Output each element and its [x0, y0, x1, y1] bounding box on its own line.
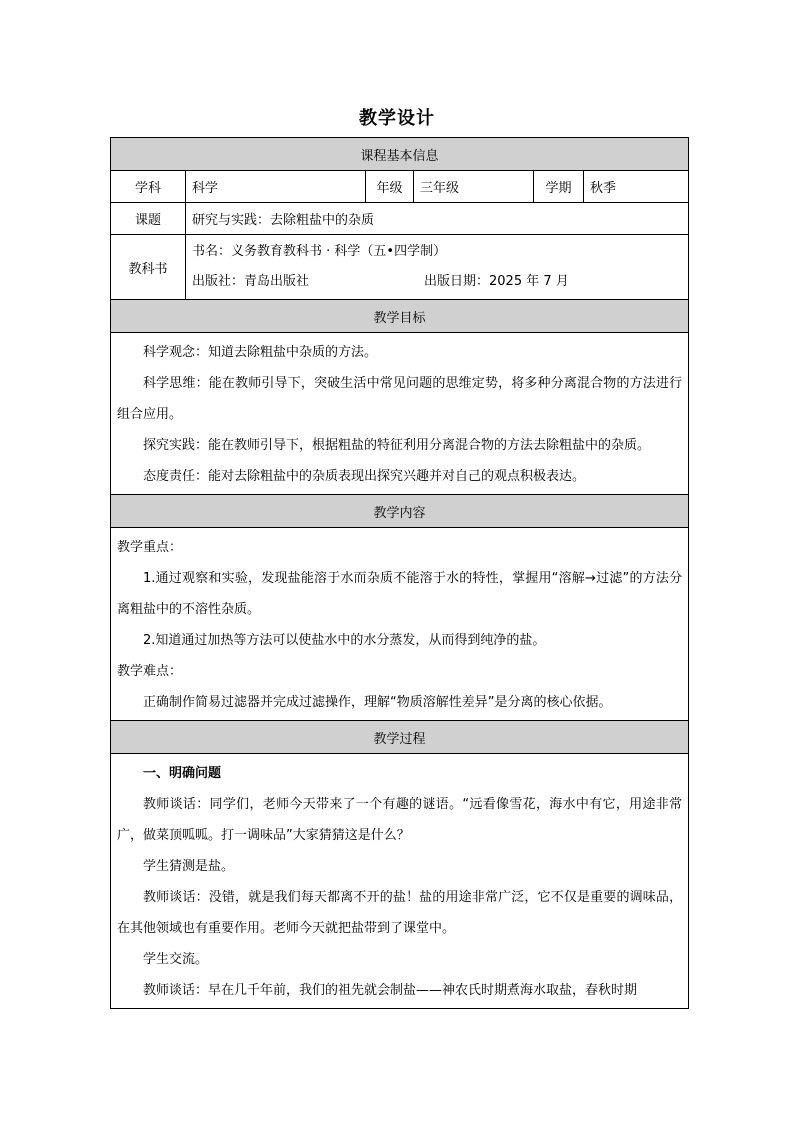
textbook-info	[186, 235, 689, 300]
objectives-body	[111, 333, 689, 495]
term-label: 学期	[534, 171, 584, 203]
publisher-line	[192, 267, 682, 297]
topic-label: 课题	[111, 203, 186, 235]
objective-item: 科学思维：能在教师引导下，突破生活中常见问题的思维定势，将多种分离混合物的方法进行组合应用。	[117, 376, 683, 422]
process-section-title: 一、明确问题	[143, 766, 222, 781]
key-point-item: 1.通过观察和实验，发现盐能溶于水而杂质不能溶于水的特性，掌握用“溶解→过滤”的方法分离粗盐中的不溶性杂质。	[117, 571, 683, 617]
difficulty-label: 教学难点：	[117, 664, 183, 679]
objectives-header: 教学目标	[111, 300, 689, 333]
process-paragraph: 教师谈话：同学们，老师今天带来了一个有趣的谜语。“远看像雪花，海水中有它，用途非常广，做菜顶呱呱。打一调味品”大家猜猜这是什么？	[117, 797, 683, 843]
publisher: 出版社：青岛出版社	[192, 274, 310, 289]
textbook-label: 教科书	[111, 235, 186, 300]
subject-label: 学科	[111, 171, 186, 203]
lesson-plan-table	[110, 137, 689, 1009]
book-name: 书名：义务教育教科书 · 科学（五•四学制）	[192, 244, 447, 259]
process-body	[111, 754, 689, 1009]
difficulty-item: 正确制作简易过滤器并完成过滤操作，理解“物质溶解性差异”是分离的核心依据。	[143, 695, 612, 710]
process-paragraph: 学生交流。	[143, 952, 209, 967]
key-point-item: 2.知道通过加热等方法可以使盐水中的水分蒸发，从而得到纯净的盐。	[143, 633, 546, 648]
page-title: 教学设计	[359, 108, 435, 129]
content-body	[111, 528, 689, 721]
process-paragraph: 教师谈话：早在几千年前，我们的祖先就会制盐——神农氏时期煮海水取盐，春秋时期	[143, 983, 638, 998]
key-points-label: 教学重点：	[117, 540, 183, 555]
objective-item: 态度责任：能对去除粗盐中的杂质表现出探究兴趣并对自己的观点积极表达。	[143, 469, 586, 484]
grade-label: 年级	[366, 171, 414, 203]
objective-item: 科学观念：知道去除粗盐中杂质的方法。	[143, 345, 378, 360]
basic-info-header: 课程基本信息	[111, 138, 689, 171]
publication-date: 出版日期：2025 年 7 月	[424, 274, 569, 289]
process-paragraph: 学生猜测是盐。	[143, 859, 235, 874]
subject-value: 科学	[186, 171, 366, 203]
process-header: 教学过程	[111, 721, 689, 754]
objective-item: 探究实践：能在教师引导下，根据粗盐的特征利用分离混合物的方法去除粗盐中的杂质。	[143, 438, 651, 453]
grade-value: 三年级	[414, 171, 534, 203]
term-value: 秋季	[584, 171, 689, 203]
content-header: 教学内容	[111, 495, 689, 528]
topic-value: 研究与实践：去除粗盐中的杂质	[186, 203, 689, 235]
process-paragraph: 教师谈话：没错，就是我们每天都离不开的盐！盐的用途非常广泛，它不仅是重要的调味品，在其他领域也有重要作用。老师今天就把盐带到了课堂中。	[117, 890, 683, 936]
